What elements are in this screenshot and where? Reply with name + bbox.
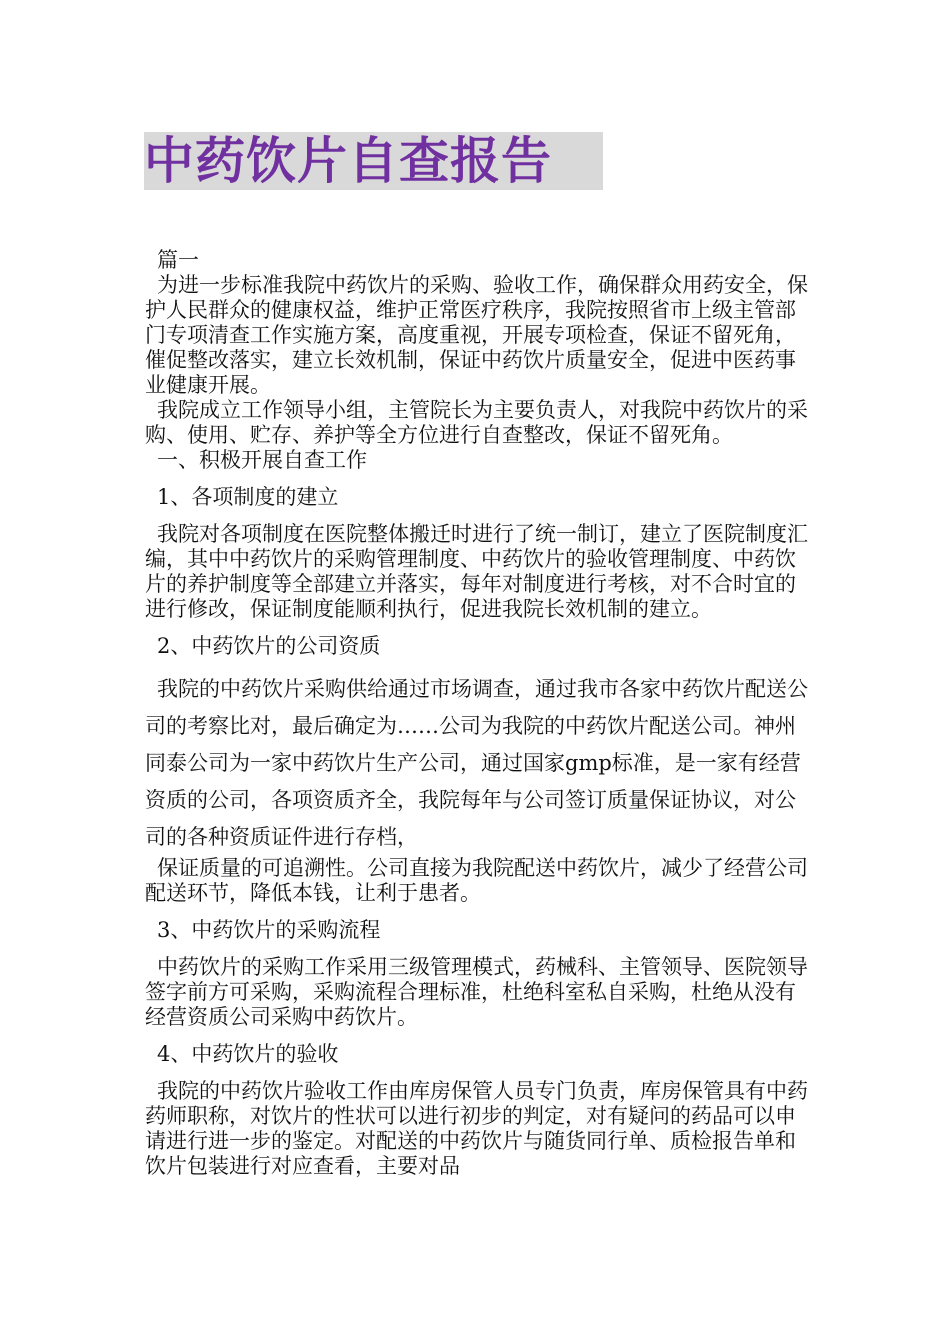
paragraph-3: 中药饮片的采购工作采用三级管理模式，药械科、主管领导、医院领导签字前方可采购，采购流程合理标准，杜绝科室私自采购，杜绝从没有经营资质公司采购中药饮片。 xyxy=(145,955,808,1029)
intro-paragraph-2: 我院成立工作领导小组，主管院长为主要负责人，对我院中药饮片的采购、使用、贮存、养护等全方位进行自查整改，保证不留死角。 xyxy=(145,398,808,447)
subheading-4: 4、中药饮片的验收 xyxy=(157,1042,339,1066)
subheading-3: 3、中药饮片的采购流程 xyxy=(157,918,381,942)
section-heading-1: 一、积极开展自查工作 xyxy=(157,448,367,472)
section-label: 篇一 xyxy=(157,248,199,272)
document-body xyxy=(145,248,810,1179)
paragraph-1: 我院对各项制度在医院整体搬迁时进行了统一制订，建立了医院制度汇编，其中中药饮片的采购管理制度、中药饮片的验收管理制度、中药饮片的养护制度等全部建立并落实，每年对制度进行考核，对不合时宜的进行修改，保证制度能顺利执行，促进我院长效机制的建立。 xyxy=(145,522,808,621)
document-title: 中药饮片自查报告 xyxy=(144,132,603,190)
paragraph-4: 我院的中药饮片验收工作由库房保管人员专门负责，库房保管具有中药药师职称，对饮片的性状可以进行初步的判定，对有疑问的药品可以申请进行进一步的鉴定。对配送的中药饮片与随货同行单、质检报告单和饮片包装进行对应查看，主要对品 xyxy=(145,1079,808,1178)
intro-paragraph-1: 为进一步标准我院中药饮片的采购、验收工作，确保群众用药安全，保护人民群众的健康权益，维护正常医疗秩序，我院按照省市上级主管部门专项清查工作实施方案，高度重视，开展专项检查，保证不留死角，催促整改落实，建立长效机制，保证中药饮片质量安全，促进中医药事业健康开展。 xyxy=(145,273,808,397)
paragraph-2a: 我院的中药饮片采购供给通过市场调查，通过我市各家中药饮片配送公司的考察比对，最后确定为……公司为我院的中药饮片配送公司。神州同泰公司为一家中药饮片生产公司，通过国家gmp标准，是一家有经营资质的公司，各项资质齐全，我院每年与公司签订质量保证协议，对公司的各种资质证件进行存档， xyxy=(145,677,808,849)
subheading-1: 1、各项制度的建立 xyxy=(157,485,339,509)
paragraph-2b: 保证质量的可追溯性。公司直接为我院配送中药饮片，减少了经营公司配送环节，降低本钱，让利于患者。 xyxy=(145,856,808,905)
subheading-2: 2、中药饮片的公司资质 xyxy=(157,634,381,658)
